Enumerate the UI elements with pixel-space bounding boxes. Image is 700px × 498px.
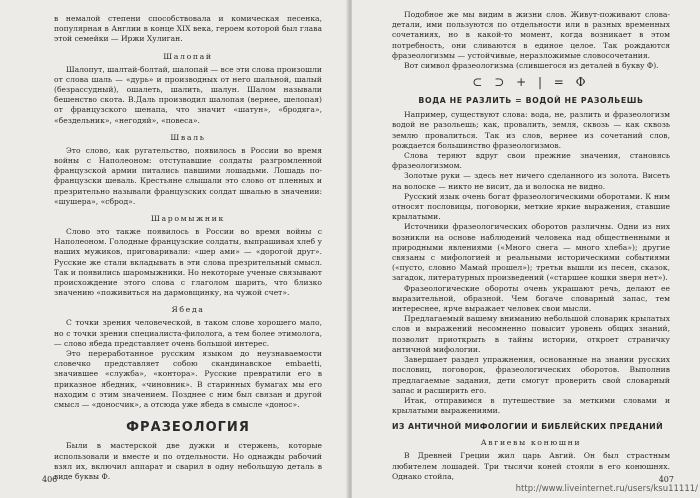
left-page xyxy=(0,0,348,498)
paragraph-7: Источники фразеологических оборотов различны. Одни из них возникли на основе наблюдений человека над общественными и природными явлениями («Много снега — много хлеба»); другие связаны с мифологией и реальными историческими событиями («пусто, словно Мамай прошел»); третьи вышли из песен, сказок, загадок, литературных произведений («старшее кошки зверя нет»). xyxy=(392,222,670,283)
paragraph-8: Фразеологические обороты очень украшают речь, делают ее выразительной, образной. Чем богаче словарный запас, тем интереснее, ярче выражает человек свои мысли. xyxy=(392,283,670,314)
closing-paragraph: Были в мастерской две дужки и стержень, которые использовали и вместе и по отдельности. Но однажды рабочий взял их, включил аппарат и сварил в одну небольшую деталь в виде буквы Ф. xyxy=(54,441,322,481)
paragraph-10: Завершает раздел упражнения, основанные на знании русских пословиц, поговорок, фразеологических оборотов. Выполнив предлагаемые задания, дети смогут проверить свой словарный запас и расширить его. xyxy=(392,355,670,395)
phraseology-symbol-formula: ⊂ ⊃ + | = Ф xyxy=(472,75,590,90)
paragraph-12: В Древней Греции жил царь Авгий. Он был страстным любителем лошадей. Три тысячи коней стояли в его конюшнях. Однако стойла, xyxy=(392,451,670,481)
example-heading: ВОДА НЕ РАЗЛИТЬ = ВОДОЙ НЕ РАЗОЛЬЕШЬ xyxy=(418,96,644,106)
section-heading-shval: Шваль xyxy=(170,132,206,142)
intro-paragraph: в немалой степени способствовала и комическая песенка, популярная в Англии в конце XIX века, героем которой был глава этой семейки — Иржи Хулиган. xyxy=(54,14,322,44)
section-heading-yabeda: Ябеда xyxy=(171,305,205,315)
section-heading-antiquity: ИЗ АНТИЧНОЙ МИФОЛОГИИ И БИБЛЕЙСКИХ ПРЕДАНИЙ xyxy=(392,422,664,432)
paragraph-4: Слова теряют вдруг свои прежние значения, становясь фразеологизмом. xyxy=(392,151,670,171)
left-page-text xyxy=(54,14,322,482)
section-heading-sharomyzhnik: Шаромыжник xyxy=(151,214,225,224)
section-text-shval: Это слово, как ругательство, появилось в России во время войны с Наполеоном: отступавшие солдаты разгромленной французской армии питались павшими лошадьми. Лошадь по-французски шеваль. Крестьяне слышали это слово от пленных и презрительно называли французских солдат швалью в значении: «шушера», «сброд». xyxy=(54,145,322,206)
paragraph-3: Например, существуют слова: вода, не, разлить и фразеологизм водой не разольешь; как, провалить, земля, сквозь — как сквозь землю провалиться. Так из слов, вернее из сочетаний слов, рождается большинство фразеологизмов. xyxy=(392,110,670,150)
section-text-yabeda-2: Это переработанное русским языком до неузнаваемости словечко представляет собою скандинавское embaetti, значившее «служба», «контора». Русские превратили его в приказное ябедник, «чиновник». В старинных бумагах мы его находим с этим значением. Позднее с ним был связан и другой смысл — «доносчик», а отсюда уже ябеда в смысле «донос». xyxy=(54,349,322,410)
paragraph-11: Итак, отправимся в путешествие за меткими словами и крылатыми выражениями. xyxy=(392,395,670,416)
page-number-right: 407 xyxy=(658,475,674,484)
page-number-left: 406 xyxy=(42,475,58,484)
right-page xyxy=(352,0,700,498)
paragraph-5: Золотые руки — здесь нет ничего сделанного из золота. Висеть на волоске — никто не висит, да и волоска не видно. xyxy=(392,171,670,191)
section-text-sharomyzhnik: Слово это также появилось в России во время войны с Наполеоном. Голодные французские солдаты, выпрашивая хлеб у наших мужиков, приговаривали: «шер ами» — «дорогой друг». Русские же стали вкладывать в эти слова презрительный смысл. Так и появились шаромыжники. Но некоторые ученые связывают происхождение этого слова с глаголом шарить, что близко значению «поживиться на дармовщинку, на чужой счет». xyxy=(54,227,322,298)
paragraph-1: Подобное же мы видим в жизни слов. Живут-поживают слова-детали, ими пользуются по отдельности или в разных временных сочетаниях, но в какой-то момент, когда возникает в этом потребность, они сливаются в единое целое. Так рождаются фразеологизмы — устойчивые, неразложимые словосочетания. xyxy=(392,10,670,60)
source-watermark: http://www.liveinternet.ru/users/ksu11111/ xyxy=(515,484,698,494)
section-heading-shalopai: Шалопай xyxy=(163,51,213,61)
paragraph-2: Вот символ фразеологизма (слившегося из деталей в букву Ф). xyxy=(404,61,659,71)
section-text-shalopai: Шалопут, шалтай-болтай, шалопай — все эти слова произошли от слова шаль — «дурь» и производных от него шальной, шалый (безрассудный), ошалеть, шалить, шалун. Шалом называли бешенство скота. В.Даль производил шалопая (вернее, шелопая) от французского шенапа, что значит «шатун», «бродяга», «бездельник», «негодяй», «повеса». xyxy=(54,64,322,125)
section-heading-augean-stables: Авгиевы конюшни xyxy=(480,438,582,448)
right-page-text xyxy=(392,10,670,482)
chapter-heading-phraseology: ФРАЗЕОЛОГИЯ xyxy=(126,420,250,436)
paragraph-9: Предлагаемый вашему вниманию небольшой словарик крылатых слов и выражений несомненно повысит уровень общих знаний, позволит приоткрыть в тайны истории, откроет страничку античной мифологии. xyxy=(392,314,670,354)
paragraph-6: Русский язык очень богат фразеологическими оборотами. К ним относят пословицы, поговорки, меткие яркие выражения, ставшие крылатыми. xyxy=(392,191,670,222)
section-text-yabeda-1: С точки зрения человеческой, в таком слове хорошего мало, но с точки зрения специалиста-филолога, а тем более этимолога, — слово ябеда представляет очень большой интерес. xyxy=(54,318,322,348)
